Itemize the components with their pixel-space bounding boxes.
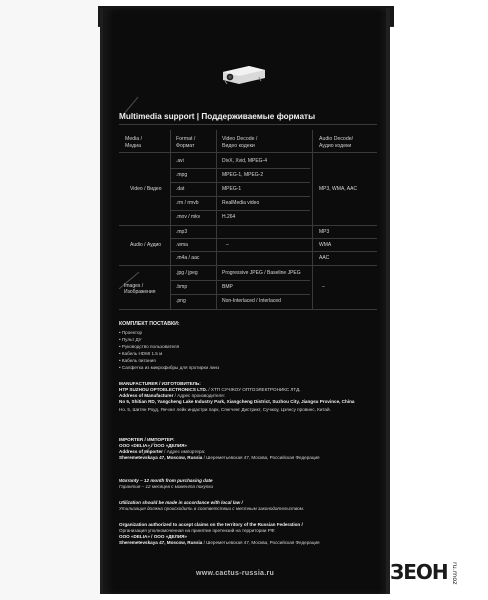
claims-ru: Организация уполномоченная на принятие претензий на территории РФ: <box>119 528 276 533</box>
website-url: www.cactus-russia.ru <box>196 570 275 577</box>
format-cell: .dat <box>176 186 185 192</box>
column-divider <box>216 130 217 309</box>
column-divider <box>170 130 171 309</box>
format-cell: .png <box>176 298 186 304</box>
format-cell: .rm / rmvb <box>176 200 199 206</box>
format-cell: .mov / mkv <box>176 214 201 220</box>
header-audio-decode: Audio Decode/ Аудио кодеки <box>319 136 354 149</box>
background <box>0 0 100 600</box>
row-divider <box>170 210 310 211</box>
video-codec-cell: DivX, Xvid, MPEG-4 <box>222 158 268 164</box>
kit-item: • Кабель питания <box>119 358 156 363</box>
kit-item: • Салфетка из микрофибры для протирки линз <box>119 365 220 370</box>
video-codec-cell: Non-Interlaced / Interlaced <box>222 298 281 304</box>
kit-item: • Проектор <box>119 330 143 335</box>
format-cell: .bmp <box>176 284 188 290</box>
logo-side-text: ru.moz <box>451 562 459 585</box>
header-video-decode: Video Decode / Видео кодеки <box>222 136 258 149</box>
manufacturer-address-label-ru: / Адрес производителя: <box>173 393 225 398</box>
audio-codec-cell: MP3, WMA, AAC <box>319 186 358 192</box>
format-cell: .mpg <box>176 172 188 178</box>
warranty-en: Warranty – 12 month from purchasing date <box>119 478 213 483</box>
warranty-block <box>119 478 374 490</box>
audio-codec-cell: AAC <box>319 255 330 261</box>
group-label-video: Video / Видео <box>130 186 162 192</box>
row-divider <box>170 238 377 239</box>
row-divider <box>170 294 310 295</box>
audio-codec-cell: MP3 <box>319 229 330 235</box>
importer-heading: IMPORTER / ИМПОРТЕР: <box>119 437 175 442</box>
video-codec-cell: Progressive JPEG / Baseline JPEG <box>222 270 301 276</box>
audio-codec-cell: WMA <box>319 242 332 248</box>
format-cell: .m4a / aac <box>176 255 200 261</box>
kit-item: • Пульт ДУ <box>119 337 142 342</box>
importer-address-label-en: Address of Importer <box>119 449 163 454</box>
manufacturer-name-en: HTP SUZHOU OPTOELECTRONICS LTD. <box>119 387 208 392</box>
kit-title: КОМПЛЕКТ ПОСТАВКИ: <box>119 321 180 327</box>
header-format: Format / Формат <box>176 136 196 149</box>
format-cell: .jpg / jpeg <box>176 270 198 276</box>
claims-address-en: Sheremetevskaya 47, Moscow, Russia <box>119 540 203 545</box>
claims-org-name: OOO «DELIA» / ООО «ДЕЛИЯ» <box>119 534 187 539</box>
group-label-audio: Audio / Аудио <box>130 242 162 248</box>
row-divider <box>170 251 377 252</box>
warranty-ru: Гарантия – 12 месяцев с момента покупки <box>119 484 214 489</box>
logo-main-text: ЗЕОН <box>390 560 448 584</box>
claims-en: Organization authorized to accept claims on the territory of the Russian Federation / <box>119 522 303 527</box>
claims-block <box>119 522 374 546</box>
group-divider <box>119 265 377 266</box>
manufacturer-address-label-en: Address of Manufacturer <box>119 393 174 398</box>
table-bottom-divider <box>119 309 377 310</box>
video-codec-cell: – <box>226 242 229 248</box>
group-label-images: Images / Изображения <box>124 283 156 295</box>
kit-item: • Кабель HDMI 1.5 м <box>119 351 163 356</box>
video-codec-cell: RealMedia video <box>222 200 260 206</box>
audio-codec-cell: – <box>322 284 325 290</box>
video-codec-cell: MPEG-1 <box>222 186 242 192</box>
utilization-en: Utilization should be made in accordance with local law / <box>119 500 243 505</box>
projector-image <box>219 62 269 86</box>
manufacturer-address-en: No 5, Shitian RD, Yangcheng Lake Industry Park, Xiangcheng District, Suzhou City, Jiangsu Province, China <box>119 399 355 404</box>
format-cell: .avi <box>176 158 184 164</box>
row-divider <box>170 182 310 183</box>
importer-address-en: Sheremetevskaya 47, Moscow, Russia <box>119 455 203 460</box>
format-cell: .mp3 <box>176 229 188 235</box>
utilization-ru: Утилизация должна происходить в соответствии с местным законодательством. <box>119 506 305 511</box>
video-codec-cell: MPEG-1, MPEG-2 <box>222 172 264 178</box>
manufacturer-address-ru: Но. 5, Шитян Роуд, Янчэнг лейк индастри парк, Сянгченг Дистрикт, Сучжоу, Цзянсу провинс, Китай. <box>119 407 331 412</box>
watermark-logo <box>390 560 459 585</box>
importer-address-label-ru: / Адрес импортера: <box>162 449 206 454</box>
column-divider <box>312 130 313 309</box>
kit-item: • Руководство пользователя <box>119 344 180 349</box>
header-divider <box>119 152 377 153</box>
manufacturer-heading: MANUFACTURER / ИЗГОТОВИТЕЛЬ: <box>119 381 201 386</box>
video-codec-cell: H.264 <box>222 214 236 220</box>
group-divider <box>119 225 377 226</box>
title-divider <box>119 124 377 125</box>
claims-address-ru: / Шереметьевская 47, Москва, Российская Федерация <box>202 540 320 545</box>
section-title: Multimedia support | Поддерживаемые форматы <box>119 112 316 121</box>
utilization-block <box>119 500 374 512</box>
row-divider <box>170 280 310 281</box>
row-divider <box>170 168 310 169</box>
video-codec-cell: BMP <box>222 284 233 290</box>
importer-name: OOO «DELIA» / ООО «ДЕЛИЯ» <box>119 443 187 448</box>
row-divider <box>170 196 310 197</box>
header-media: Media / Медиа <box>125 136 143 149</box>
importer-address-ru: / Шереметьевская 47, Москва, Российская Федерация <box>202 455 320 460</box>
importer-block <box>119 437 374 461</box>
manufacturer-name-ru: / ХТП СУЧЖОУ ОПТОЭЛЕКТРОНИКС ЛТД. <box>207 387 301 392</box>
manufacturer-block <box>119 381 374 413</box>
format-cell: .wma <box>176 242 188 248</box>
